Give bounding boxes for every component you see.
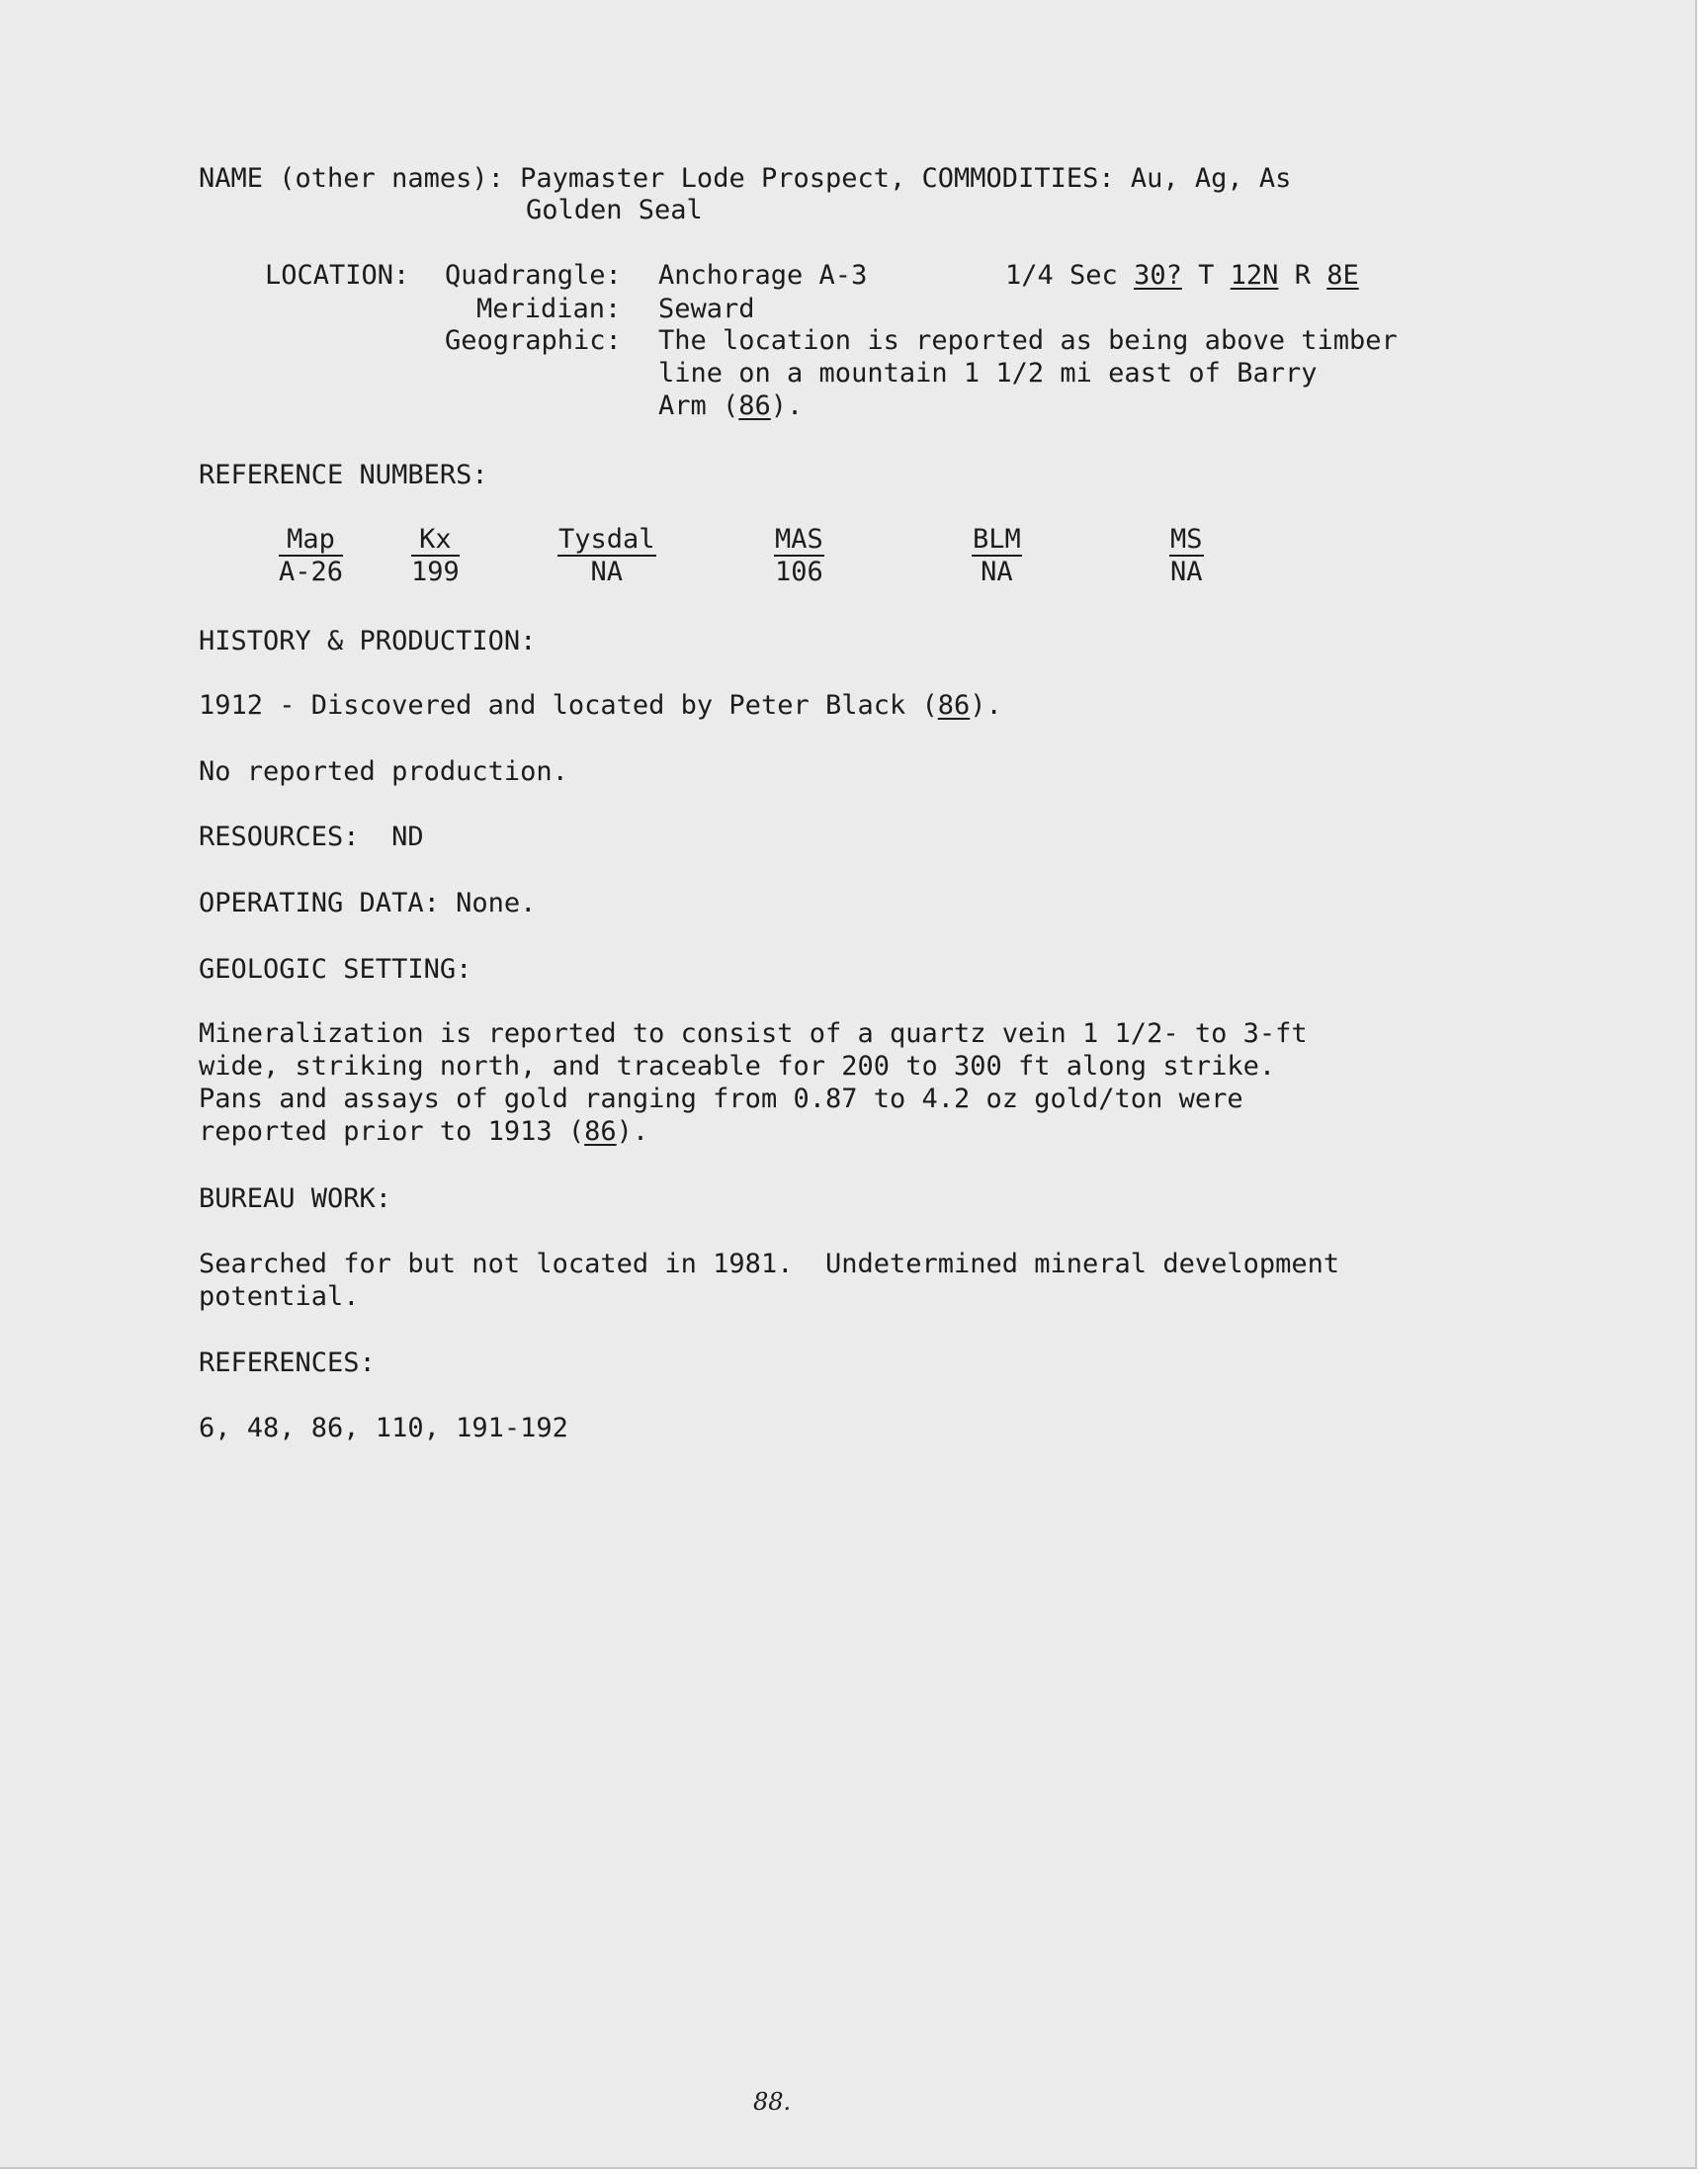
section-line — [1005, 259, 1359, 292]
ref-ms-value: NA — [1170, 557, 1203, 587]
resources-value: ND — [391, 822, 424, 852]
ref-kx — [411, 524, 460, 587]
geographic-line-3: Arm (86). — [658, 391, 804, 421]
geographic-label: Geographic: — [445, 325, 622, 356]
ref-map — [279, 524, 343, 587]
references-list: 6, 48, 86, 110, 191-192 — [199, 1413, 568, 1443]
township-value: 12N — [1230, 260, 1279, 291]
geologic-line-3: Pans and assays of gold ranging from 0.87 to 4.2 oz gold/ton were — [199, 1084, 1243, 1114]
history-ref: 86 — [937, 690, 971, 721]
range-value: 8E — [1326, 260, 1359, 291]
range-label: R — [1294, 260, 1311, 291]
ref-blm-label: BLM — [973, 524, 1021, 555]
sec-value: 30? — [1134, 260, 1182, 291]
quadrangle-value: Anchorage A-3 — [658, 260, 868, 291]
geologic-line-1: Mineralization is reported to consist of a quartz vein 1 1/2- to 3-ft — [199, 1018, 1308, 1049]
commodities-label: COMMODITIES: — [921, 163, 1115, 194]
ref-mas — [774, 524, 824, 587]
name-primary: Paymaster Lode Prospect, — [520, 163, 906, 194]
township-label: T — [1198, 260, 1215, 291]
bureau-work-heading: BUREAU WORK: — [199, 1183, 392, 1214]
geographic-ref: 86 — [738, 391, 771, 421]
quadrangle-label: Quadrangle: — [445, 260, 622, 291]
meridian-value: Seward — [658, 294, 755, 324]
ref-map-value: A-26 — [279, 557, 344, 587]
ref-map-label: Map — [279, 524, 343, 557]
geologic-line-4: reported prior to 1913 (86). — [199, 1116, 649, 1147]
ref-kx-value: 199 — [411, 557, 460, 587]
reference-numbers-heading: REFERENCE NUMBERS: — [199, 460, 488, 490]
bureau-work-line-2: potential. — [199, 1281, 360, 1312]
ref-kx-label: Kx — [411, 524, 460, 557]
operating-data-label: OPERATING DATA: — [199, 888, 440, 918]
history-heading: HISTORY & PRODUCTION: — [199, 626, 537, 656]
geologic-ref: 86 — [584, 1116, 617, 1147]
ref-tysdal — [557, 524, 656, 587]
name-line — [199, 162, 1291, 195]
resources-line — [199, 821, 424, 853]
ref-blm — [972, 524, 1022, 587]
ref-tysdal-value: NA — [590, 557, 624, 587]
history-line-1: 1912 - Discovered and located by Peter Black (86). — [199, 690, 1002, 721]
references-heading: REFERENCES: — [199, 1348, 376, 1378]
history-line-2: No reported production. — [199, 756, 568, 787]
operating-data-line — [199, 887, 536, 919]
name-other: Golden Seal — [526, 195, 703, 225]
bureau-work-line-1: Searched for but not located in 1981. Undetermined mineral development — [199, 1249, 1340, 1279]
geographic-line-1: The location is reported as being above timber — [658, 325, 1398, 356]
ref-tysdal-label: Tysdal — [558, 524, 655, 555]
location-label: LOCATION: — [265, 260, 410, 291]
geologic-setting-heading: GEOLOGIC SETTING: — [199, 954, 472, 985]
operating-data-value: None. — [456, 888, 537, 918]
resources-label: RESOURCES: — [199, 822, 360, 852]
ref-mas-value: 106 — [775, 557, 823, 587]
meridian-label: Meridian: — [476, 294, 622, 324]
ref-ms-label: MS — [1170, 524, 1203, 555]
geologic-line-2: wide, striking north, and traceable for 200 to 300 ft along strike. — [199, 1051, 1276, 1082]
commodities-value: Au, Ag, As — [1130, 163, 1292, 194]
sec-prefix: 1/4 Sec — [1005, 260, 1118, 291]
page-number: 88. — [753, 2088, 792, 2116]
ref-mas-label: MAS — [775, 524, 823, 555]
ref-blm-value: NA — [981, 557, 1013, 587]
ref-ms — [1169, 524, 1204, 587]
name-label: NAME (other names): — [199, 163, 504, 194]
geographic-line-2: line on a mountain 1 1/2 mi east of Barry — [658, 358, 1318, 389]
